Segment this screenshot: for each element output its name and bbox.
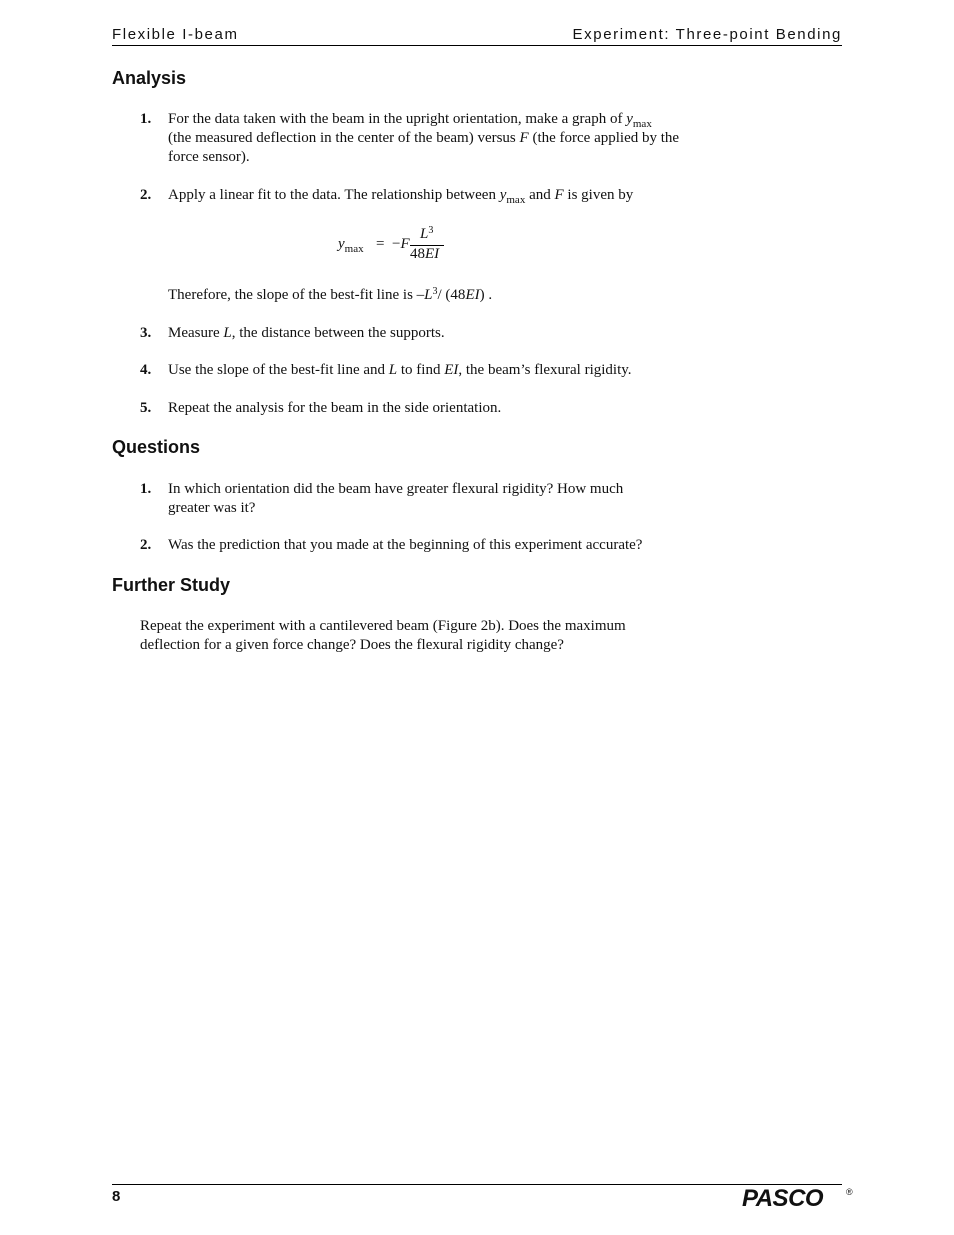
step-text: Use the slope of the best-fit line and L to find EI, the beam’s flexural rigidity. xyxy=(168,362,632,378)
question-number: 1. xyxy=(140,481,152,497)
step-text: Repeat the analysis for the beam in the side orientation. xyxy=(168,400,502,416)
step-number: 4. xyxy=(140,362,152,378)
deflection-equation: $y_{max}$ = −F $L^3$ 48EI xyxy=(338,226,468,264)
step-text: Apply a linear fit to the data. The relationship between $y_{max}$ and F is given by xyxy=(168,187,634,206)
question-2 xyxy=(140,536,685,555)
svg-text:®: ® xyxy=(846,1187,853,1197)
analysis-step-1 xyxy=(140,110,685,167)
question-1 xyxy=(140,480,660,518)
header-experiment: Experiment: Three-point Bending xyxy=(572,26,842,43)
running-header xyxy=(112,26,842,46)
step-text: For the data taken with the beam in the upright orientation, make a graph of $y_{max}$ (the measured deflection in the center of the beam) versus F (the force applied by the force sensor). xyxy=(168,111,680,165)
analysis-step-3 xyxy=(140,324,685,343)
further-study-heading: Further Study xyxy=(112,575,231,595)
step-number: 1. xyxy=(140,111,152,127)
footer-rule xyxy=(112,1184,842,1185)
analysis-heading: Analysis xyxy=(112,68,187,88)
questions-heading: Questions xyxy=(112,437,201,457)
question-text: In which orientation did the beam have greater flexural rigidity? How much greater was it? xyxy=(168,481,624,516)
analysis-step-5 xyxy=(140,399,685,418)
step-number: 5. xyxy=(140,400,152,416)
pasco-logo xyxy=(740,1184,860,1215)
step-number: 2. xyxy=(140,187,152,203)
question-text: Was the prediction that you made at the beginning of this experiment accurate? xyxy=(168,537,643,553)
svg-text:PASCO: PASCO xyxy=(742,1185,824,1210)
step-number: 3. xyxy=(140,325,152,341)
slope-statement: Therefore, the slope of the best-fit line is $-L^3/$ (48EI) . xyxy=(168,286,493,303)
analysis-step-4 xyxy=(140,361,685,380)
further-study-text: Repeat the experiment with a cantilevered beam (Figure 2b). Does the maximum deflection for a given force change? Does the flexural rigidity change? xyxy=(140,618,626,653)
analysis-step-2 xyxy=(140,186,685,205)
header-title: Flexible I-beam xyxy=(112,26,239,43)
page-number: 8 xyxy=(112,1188,121,1205)
question-number: 2. xyxy=(140,537,152,553)
step-text: Measure L, the distance between the supports. xyxy=(168,325,445,341)
